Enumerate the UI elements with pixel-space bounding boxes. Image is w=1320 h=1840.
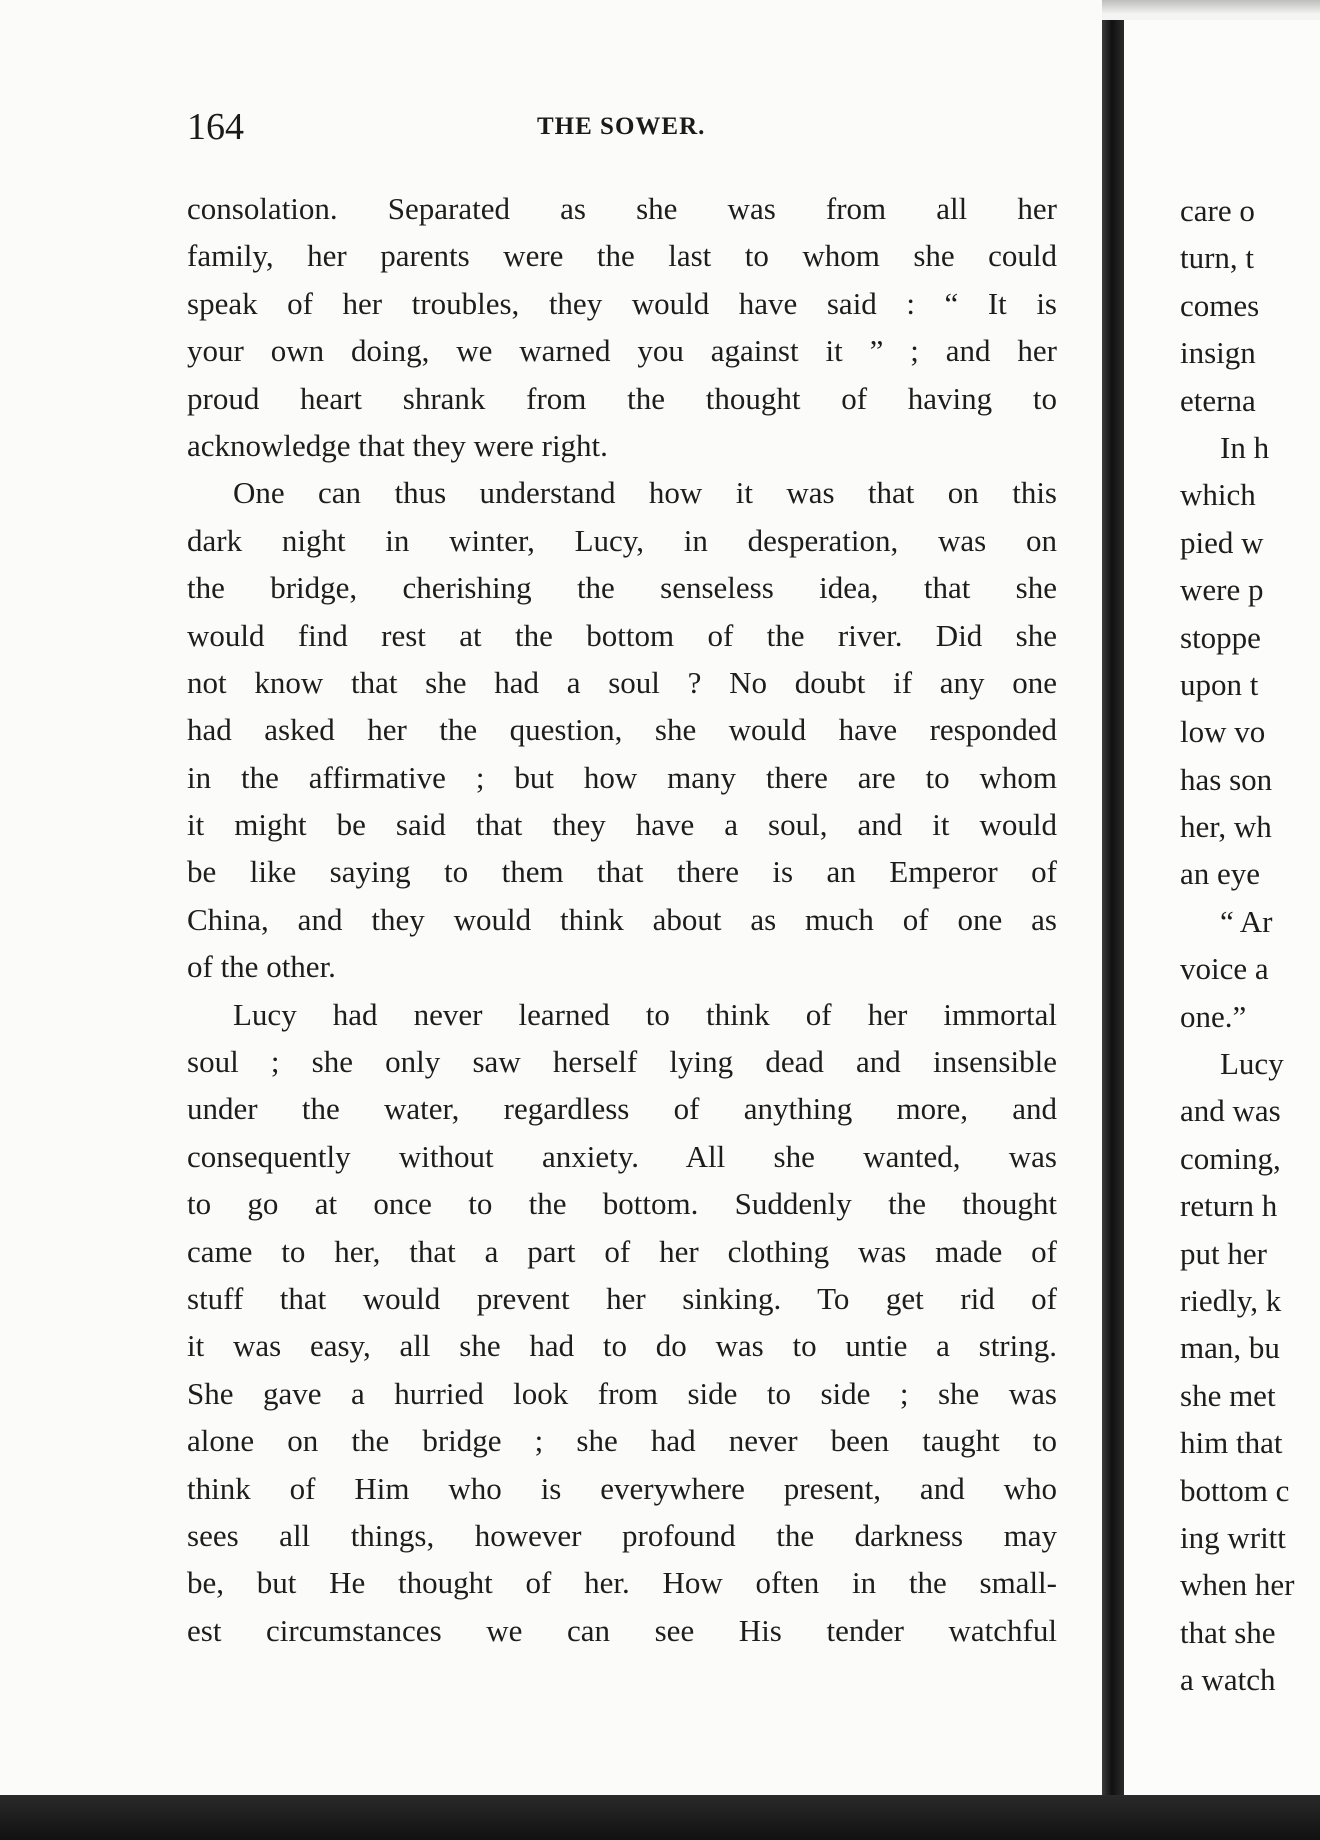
text-line: stoppe (1180, 619, 1261, 655)
text-line: She gave a hurried look from side to side ; she was (187, 1375, 1057, 1411)
text-line: and was (1180, 1093, 1281, 1129)
text-line: were p (1180, 572, 1264, 608)
text-line: family, her parents were the last to whom she could (187, 238, 1057, 274)
text-line: be, but He thought of her. How often in the small- (187, 1565, 1057, 1601)
text-line: it might be said that they have a soul, and it would (187, 807, 1057, 843)
text-line: think of Him who is everywhere present, and who (187, 1470, 1057, 1506)
text-line: be like saying to them that there is an Emperor of (187, 854, 1057, 890)
text-line: upon t (1180, 666, 1259, 702)
text-line: soul ; she only saw herself lying dead and insensible (187, 1044, 1057, 1080)
text-line: riedly, k (1180, 1282, 1282, 1318)
text-line: when her (1180, 1567, 1295, 1603)
text-line: which (1180, 477, 1256, 513)
text-line: Lucy had never learned to think of her immortal (233, 996, 1057, 1032)
text-line: consolation. Separated as she was from all her (187, 191, 1057, 226)
text-line: your own doing, we warned you against it ” ; and her (187, 333, 1057, 369)
text-line: ing writt (1180, 1519, 1286, 1555)
text-line: man, bu (1180, 1330, 1280, 1366)
text-line: speak of her troubles, they would have said : “ It is (187, 285, 1057, 321)
text-line: “ Ar (1220, 903, 1273, 939)
text-line: voice a (1180, 951, 1269, 987)
text-line: est circumstances we can see His tender watchful (187, 1612, 1057, 1648)
right-page-text (1180, 187, 1320, 1704)
page-header (187, 105, 1057, 148)
text-line: put her (1180, 1235, 1267, 1271)
page-number: 164 (187, 106, 244, 148)
text-line: turn, t (1180, 240, 1255, 276)
text-line: bottom c (1180, 1472, 1290, 1508)
text-line: it was easy, all she had to do was to untie a string. (187, 1328, 1057, 1364)
text-line: eterna (1180, 382, 1256, 418)
body-text (187, 185, 1057, 1654)
text-line: coming, (1180, 1140, 1281, 1176)
text-line: care o (1180, 193, 1255, 228)
text-line: in the affirmative ; but how many there are to whom (187, 759, 1057, 795)
text-line: she met (1180, 1377, 1276, 1413)
right-page (1124, 20, 1320, 1795)
text-line: sees all things, however profound the darkness may (187, 1517, 1057, 1553)
text-line: him that (1180, 1425, 1283, 1461)
text-line: consequently without anxiety. All she wanted, was (187, 1138, 1057, 1174)
running-head: THE SOWER. (537, 113, 706, 140)
text-line: has son (1180, 761, 1273, 797)
text-line: her, wh (1180, 809, 1272, 845)
text-line: low vo (1180, 714, 1266, 750)
text-line: to go at once to the bottom. Suddenly the thought (187, 1186, 1057, 1222)
text-line: one.” (1180, 998, 1247, 1034)
text-line: the bridge, cherishing the senseless idea, that she (187, 570, 1057, 606)
text-line: not know that she had a soul ? No doubt if any one (187, 664, 1057, 700)
text-line: came to her, that a part of her clothing was made of (187, 1233, 1057, 1269)
text-line: of the other. (187, 949, 336, 985)
text-line: China, and they would think about as much of one as (187, 901, 1057, 937)
text-line: stuff that would prevent her sinking. To get rid of (187, 1280, 1057, 1316)
text-line: pied w (1180, 524, 1264, 560)
text-line: proud heart shrank from the thought of having to (187, 380, 1057, 416)
text-line: In h (1220, 429, 1270, 465)
text-line: an eye (1180, 856, 1261, 892)
text-line: One can thus understand how it was that on this (233, 475, 1057, 511)
text-line: return h (1180, 1188, 1278, 1224)
text-line: comes (1180, 287, 1260, 323)
text-line: had asked her the question, she would have responded (187, 712, 1057, 748)
text-line: insign (1180, 335, 1256, 371)
text-line: would find rest at the bottom of the river. Did she (187, 617, 1057, 653)
text-line: a watch (1180, 1662, 1276, 1698)
scan-edge-bottom (0, 1795, 1320, 1840)
text-line: alone on the bridge ; she had never been taught to (187, 1423, 1057, 1459)
text-line: Lucy (1220, 1046, 1284, 1082)
text-line: under the water, regardless of anything more, and (187, 1091, 1057, 1127)
text-line: acknowledge that they were right. (187, 427, 608, 463)
book-gutter (1102, 20, 1124, 1800)
text-line: that she (1180, 1614, 1276, 1650)
text-line: dark night in winter, Lucy, in desperation, was on (187, 522, 1057, 558)
